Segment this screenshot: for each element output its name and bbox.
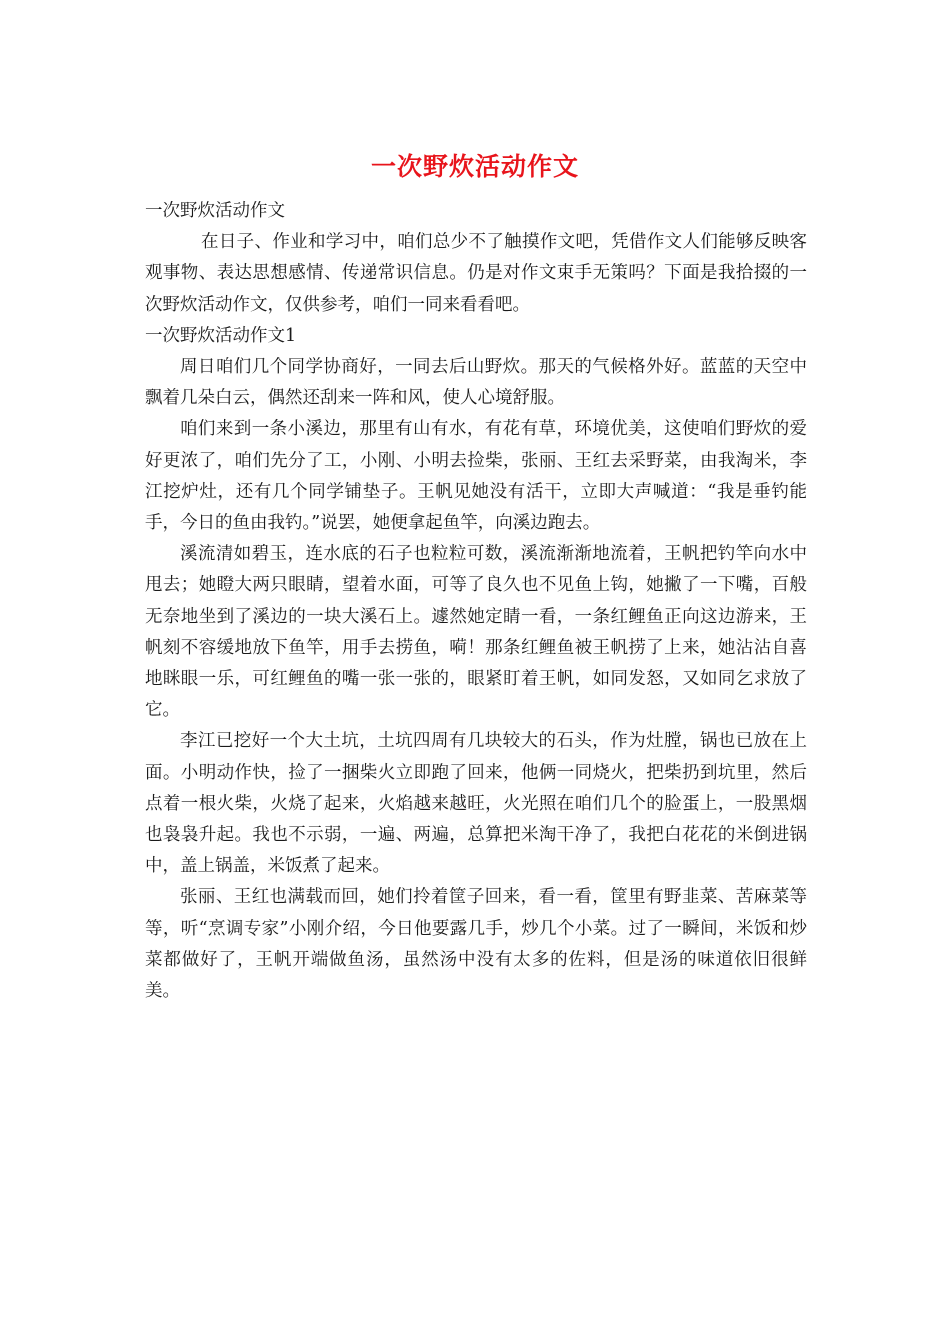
document-title: 一次野炊活动作文	[370, 152, 579, 181]
section-heading: 一次野炊活动作文1	[145, 325, 297, 346]
paragraph-3: 溪流清如碧玉，连水底的石子也粒粒可数，溪流渐渐地流着，王帆把钓竿向水中甩去；她瞪大两只眼睛，望着水面，可等了良久也不见鱼上钩，她撇了一下嘴，百般无奈地坐到了溪边的一块大溪石上。遽然她定睛一看，一条红鲤鱼正向这边游来，王帆刻不容缓地放下鱼竿，用手去捞鱼，嗬！那条红鲤鱼被王帆捞了上来，她沾沾自喜地眯眼一乐，可红鲤鱼的嘴一张一张的，眼紧盯着王帆，如同发怒，又如同乞求放了它。	[145, 544, 807, 721]
paragraph-4: 李江已挖好一个大土坑，土坑四周有几块较大的石头，作为灶膛，锅也已放在上面。小明动作快，捡了一捆柴火立即跑了回来，他俩一同烧火，把柴扔到坑里，然后点着一根火柴，火烧了起来，火焰越来越旺，火光照在咱们几个的脸蛋上，一股黑烟也袅袅升起。我也不示弱，一遍、两遍，总算把米淘干净了，我把白花花的米倒进锅中，盖上锅盖，米饭煮了起来。	[145, 731, 807, 877]
paragraph-1: 周日咱们几个同学协商好，一同去后山野炊。那天的气候格外好。蓝蓝的天空中飘着几朵白云，偶然还刮来一阵和风，使人心境舒服。	[145, 357, 807, 409]
document-body	[145, 196, 807, 1007]
paragraph-2: 咱们来到一条小溪边，那里有山有水，有花有草，环境优美，这使咱们野炊的爱好更浓了，咱们先分了工，小刚、小明去捡柴，张丽、王红去采野菜，由我淘米，李江挖炉灶，还有几个同学铺垫子。王帆见她没有活干，立即大声喊道：“我是垂钓能手，今日的鱼由我钓。”说罢，她便拿起鱼竿，向溪边跑去。	[145, 419, 807, 534]
document-subtitle: 一次野炊活动作文	[145, 201, 285, 221]
intro-paragraph: 在日子、作业和学习中，咱们总少不了触摸作文吧，凭借作文人们能够反映客观事物、表达思想感情、传递常识信息。仍是对作文束手无策吗？下面是我拾掇的一次野炊活动作文，仅供参考，咱们一同来看看吧。	[145, 232, 807, 315]
paragraph-5: 张丽、王红也满载而回，她们拎着筐子回来，看一看，筐里有野韭菜、苦麻菜等等，听“烹调专家”小刚介绍，今日他要露几手，炒几个小菜。过了一瞬间，米饭和炒菜都做好了，王帆开端做鱼汤，虽然汤中没有太多的佐料，但是汤的味道依旧很鲜美。	[145, 887, 807, 1002]
